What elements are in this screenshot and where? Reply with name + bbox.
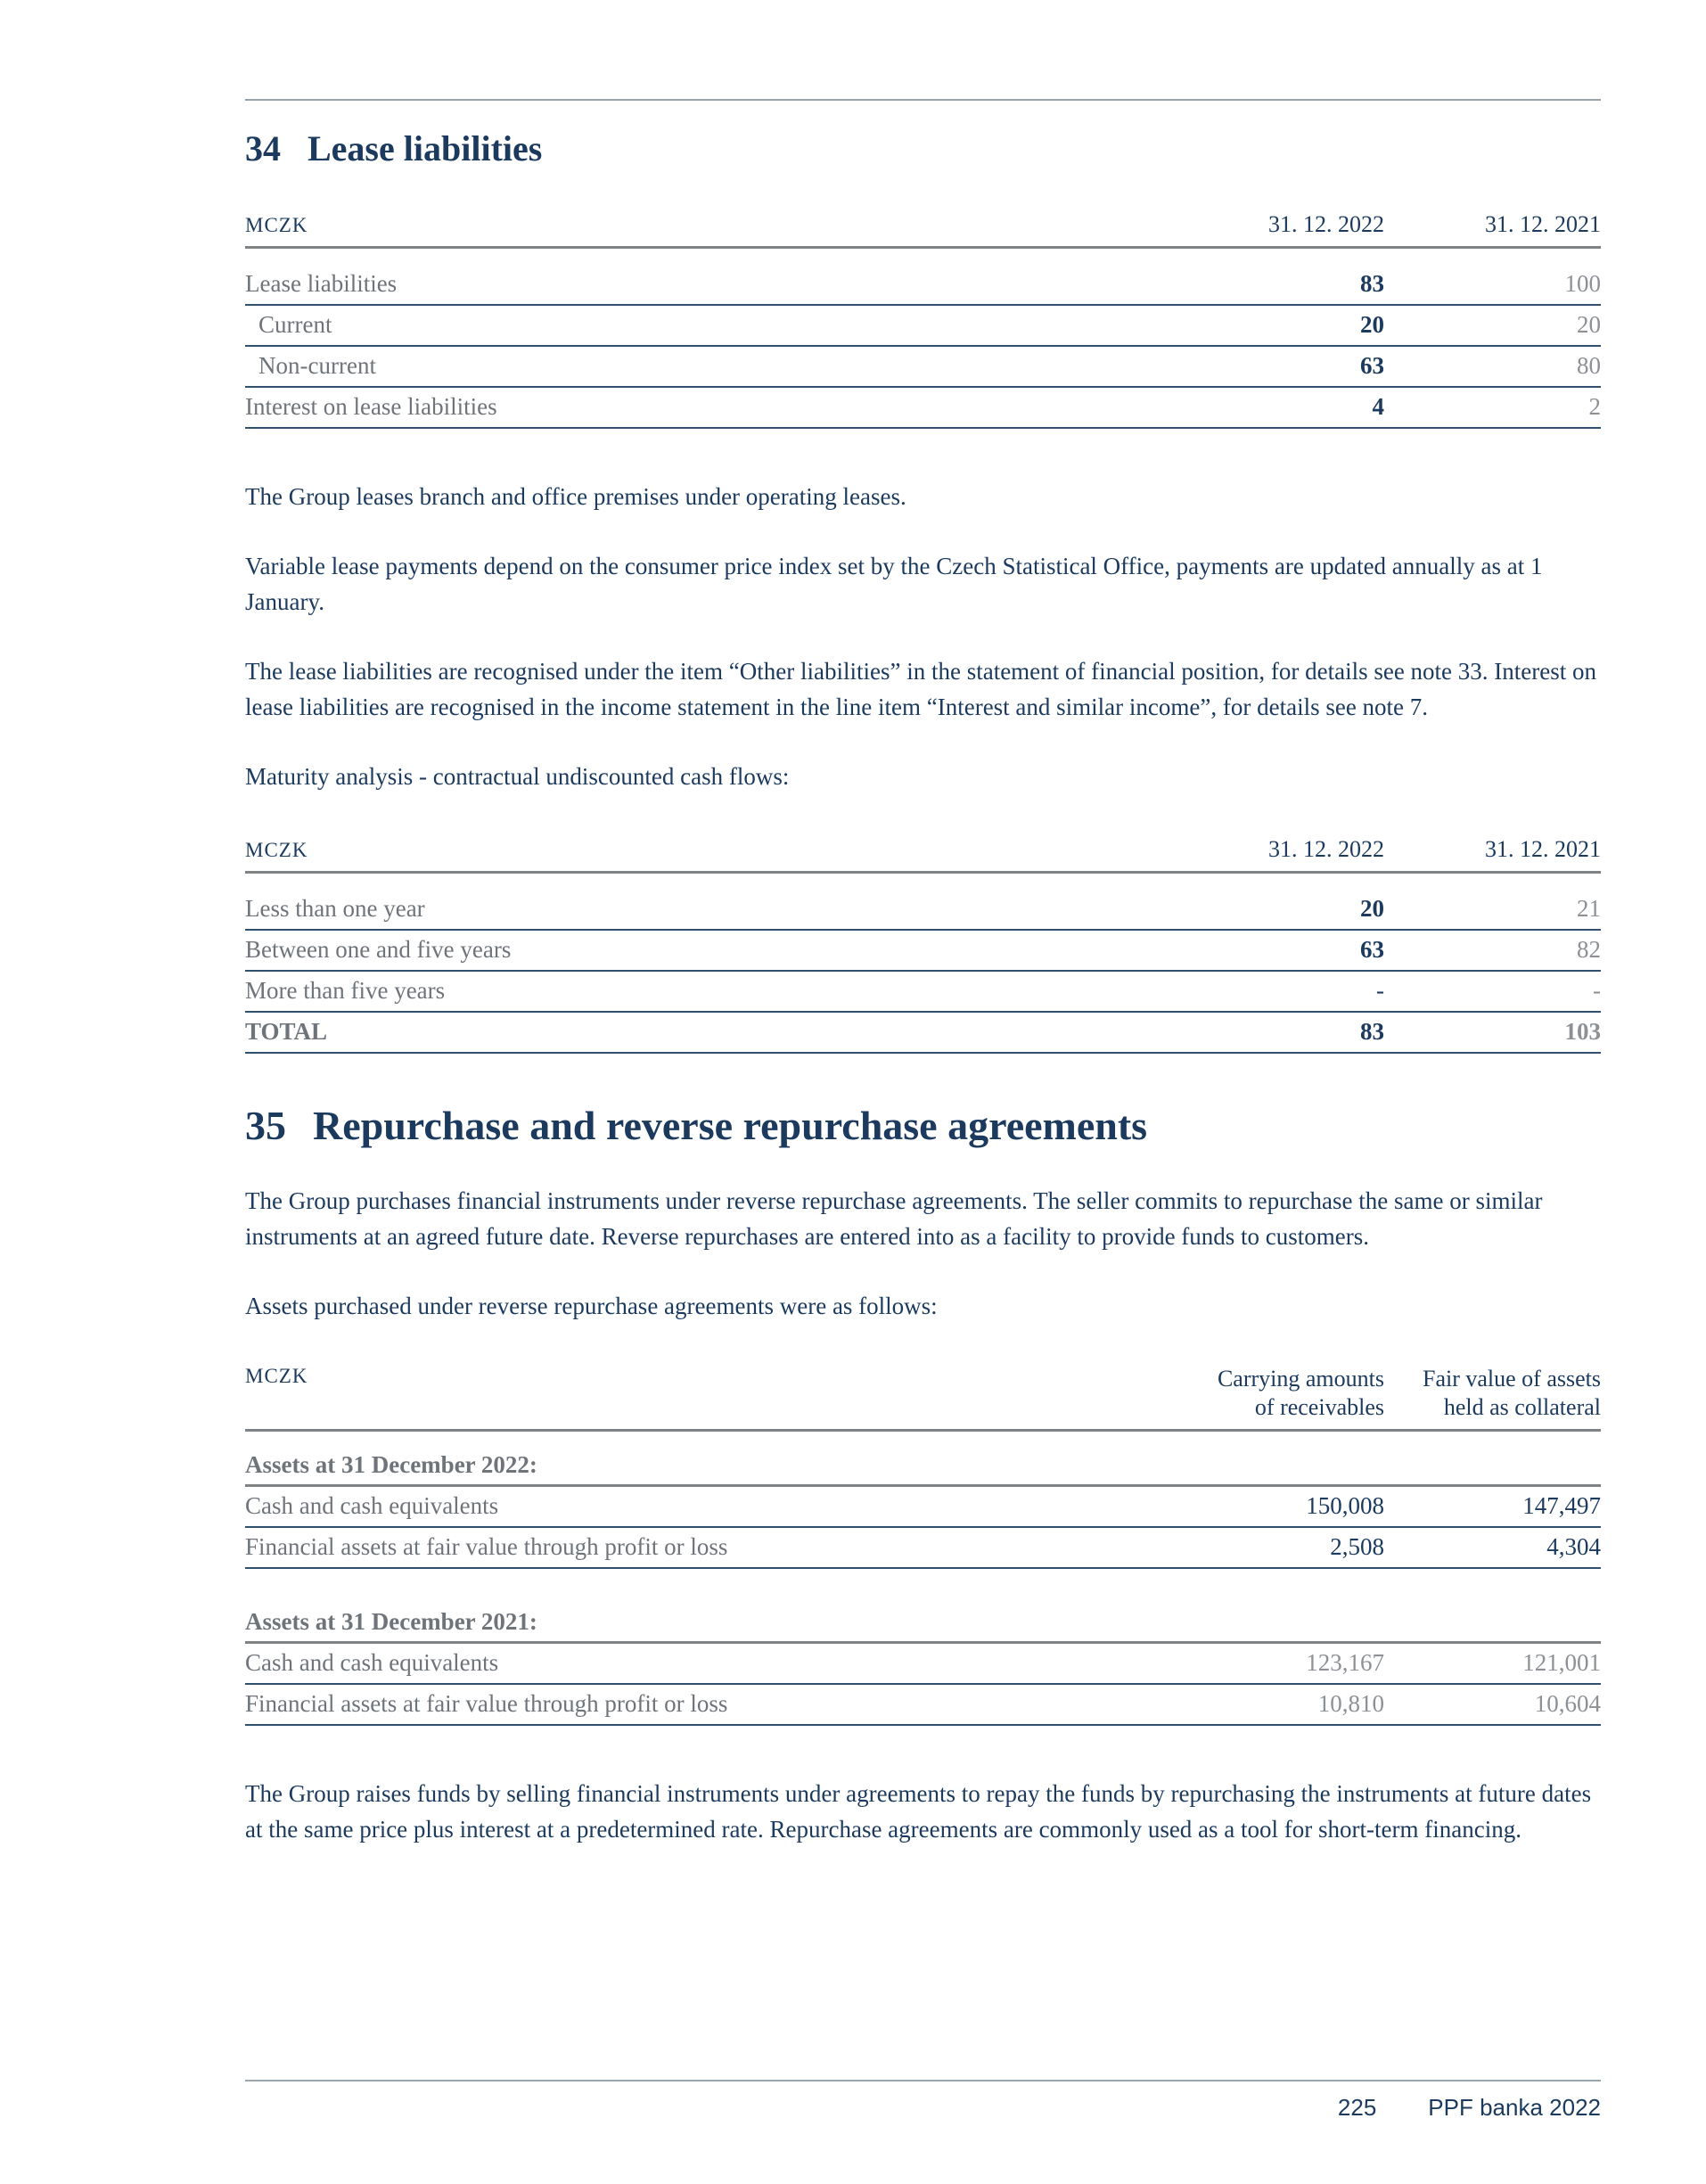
section-number: 34 [245, 128, 281, 168]
column-header-line: Carrying amounts [1217, 1366, 1384, 1392]
row-label: Between one and five years [245, 936, 512, 963]
column-header-line: Fair value of assets [1422, 1366, 1601, 1392]
value-2021: 21 [1577, 895, 1601, 922]
table-row [245, 249, 1601, 306]
table-row [245, 306, 1601, 347]
maturity-analysis-label: Maturity analysis - contractual undiscounted cash flows: [245, 763, 790, 790]
value-2021: 2 [1588, 393, 1601, 420]
table-row [245, 1528, 1601, 1569]
page-number: 225 [1337, 2094, 1377, 2121]
section-title: Repurchase and reverse repurchase agreements [313, 1103, 1148, 1148]
brand-label: PPF banka 2022 [1428, 2094, 1601, 2121]
table-row [245, 1685, 1601, 1726]
value-2022: 63 [1360, 352, 1384, 379]
section-34-heading [245, 127, 1601, 169]
reverse-repurchase-assets-table [245, 1365, 1601, 1726]
table-total-row [245, 1013, 1601, 1054]
unit-label: MCZK [245, 839, 308, 861]
page-content [245, 99, 1601, 1847]
table-header-row [245, 1365, 1601, 1432]
value-2021: 80 [1577, 352, 1601, 379]
value-fair: 147,497 [1522, 1492, 1601, 1519]
table-row [245, 347, 1601, 388]
value-2022: 83 [1360, 1018, 1384, 1045]
value-fair: 4,304 [1546, 1533, 1601, 1560]
column-header-line: of receivables [1254, 1394, 1384, 1420]
paragraph: The Group purchases financial instruments under reverse repurchase agreements. The seller commits to repurchase the same or similar instruments at an agreed future date. Reverse repurchases are entered into as a facility to provide funds to customers. [245, 1187, 1543, 1250]
value-fair: 121,001 [1522, 1649, 1601, 1676]
table-section-heading: Assets at 31 December 2021: [245, 1589, 1601, 1644]
value-2021: 82 [1577, 936, 1601, 963]
table-row [245, 1487, 1601, 1528]
value-fair: 10,604 [1534, 1690, 1601, 1717]
paragraph: The Group raises funds by selling financial instruments under agreements to repay the funds by repurchasing the instruments at future dates at the same price plus interest at a predetermined rate. Repurchase agreements are commonly used as a tool for short-term financing. [245, 1780, 1592, 1843]
value-2021: 103 [1564, 1018, 1601, 1045]
paragraph: The Group leases branch and office premises under operating leases. [245, 483, 906, 510]
paragraph: Variable lease payments depend on the consumer price index set by the Czech Statistical Office, payments are updated annually as at 1 January. [245, 553, 1543, 615]
top-divider [245, 99, 1601, 101]
table-header-row [245, 835, 1601, 874]
column-header-fair-value [1384, 1365, 1601, 1422]
table-row [245, 931, 1601, 972]
value-2022: 4 [1372, 393, 1384, 420]
section-number: 35 [245, 1103, 286, 1148]
row-label: Financial assets at fair value through profit or loss [245, 1533, 728, 1560]
value-carrying: 10,810 [1317, 1690, 1384, 1717]
row-label: Cash and cash equivalents [245, 1649, 499, 1676]
paragraph: Assets purchased under reverse repurchase agreements were as follows: [245, 1293, 938, 1319]
value-2022: 63 [1360, 936, 1384, 963]
row-label: Current [258, 311, 332, 338]
value-2022: 20 [1360, 895, 1384, 922]
value-carrying: 123,167 [1306, 1649, 1384, 1676]
footer-content [245, 2081, 1601, 2122]
table-row [245, 388, 1601, 429]
column-header-line: held as collateral [1443, 1394, 1601, 1420]
row-label: Interest on lease liabilities [245, 393, 497, 420]
unit-label: MCZK [245, 1365, 308, 1387]
row-label: Less than one year [245, 895, 425, 922]
value-carrying: 2,508 [1330, 1533, 1384, 1560]
maturity-analysis-table [245, 835, 1601, 1054]
column-header-2022: 31. 12. 2022 [1268, 836, 1384, 862]
value-2021: - [1593, 977, 1601, 1004]
column-header-2021: 31. 12. 2021 [1485, 836, 1601, 862]
column-header-2022: 31. 12. 2022 [1268, 211, 1384, 237]
paragraph: The lease liabilities are recognised under the item “Other liabilities” in the statement of financial position, for details see note 33. Interest on lease liabilities are recognised in the income statement in the line item “Interest and similar income”, for details see note 7. [245, 658, 1596, 720]
value-2022: 83 [1360, 270, 1384, 297]
value-carrying: 150,008 [1306, 1492, 1384, 1519]
value-2021: 20 [1577, 311, 1601, 338]
section-35-heading [245, 1102, 1601, 1149]
row-label: TOTAL [245, 1018, 328, 1045]
section-title: Lease liabilities [308, 128, 543, 168]
table-row [245, 1644, 1601, 1685]
row-label: Cash and cash equivalents [245, 1492, 499, 1519]
row-label: Lease liabilities [245, 270, 398, 297]
row-label: More than five years [245, 977, 446, 1004]
table-row [245, 972, 1601, 1013]
column-header-2021: 31. 12. 2021 [1485, 211, 1601, 237]
row-label: Financial assets at fair value through profit or loss [245, 1690, 728, 1717]
table-section-heading: Assets at 31 December 2022: [245, 1432, 1601, 1487]
column-header-carrying [1168, 1365, 1384, 1422]
table-header-row [245, 210, 1601, 249]
page-footer [245, 2080, 1601, 2122]
unit-label: MCZK [245, 214, 308, 236]
lease-liabilities-table [245, 210, 1601, 429]
value-2022: - [1376, 977, 1384, 1004]
value-2022: 20 [1360, 311, 1384, 338]
row-label: Non-current [258, 352, 376, 379]
table-row [245, 874, 1601, 931]
value-2021: 100 [1564, 270, 1601, 297]
